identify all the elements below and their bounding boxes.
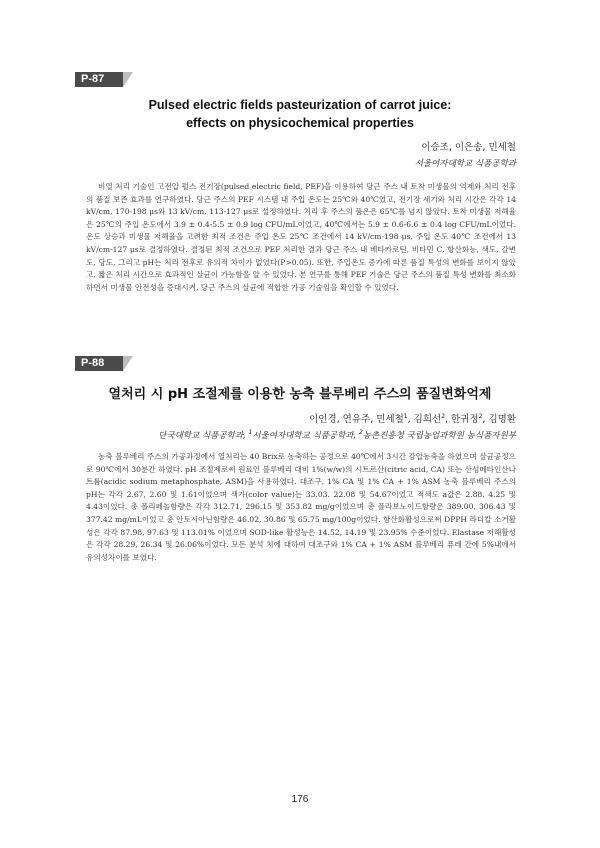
page-number: 176 xyxy=(291,794,309,805)
p88-author-group: 이인경, 연유주, 민세철$^1$ xyxy=(309,412,408,425)
p87-authors: 이승조, 이은송, 민세철 xyxy=(421,142,516,153)
abstract-badge-p87 xyxy=(75,72,123,87)
p88-affiliations xyxy=(158,429,516,441)
p87-title-line1: Pulsed electric fields pasteurization of carrot juice: xyxy=(148,98,452,112)
p88-affil-item: $^1$서울여자대학교 식품공학과, xyxy=(248,429,359,441)
p88-title: 열처리 시 pH 조절제를 이용한 농축 블루베리 주스의 품질변화억제 xyxy=(108,387,492,402)
abstract-badge-p88 xyxy=(75,356,123,371)
p87-affiliation: 서울여자대학교 식품공학과 xyxy=(414,159,516,169)
p88-abstract: 농축 블루베리 주스의 가공과정에서 열처리는 40 Brix로 농축하는 공정으로 40℃에서 3시간 감압농축을 하였으며 살균공정으로 90℃에서 30분간 하였다. pH 조절제로써 원료인 블루베리 대비 1%(w/w)의 시트르산(citric acid, CA) 또는 산성메타인산나트륨(acidic sodium metaphosphate, ASM)을 사용하였다. 대조구, 1% CA 및 1% CA + 1% ASM 농축 블루베리 주스의 pH는 각각 2.67, 2.60 및 1.61이었으며 색가(color value)는 33.03. 22.08 및 54.67이었고 적색도 a값은 2.88, 4.25 및 4.43이었다. 총 폴리페놀함량은 각각 312.71, 296.15 및 353.82 mg/g이었으며 총 플라보노이드함량은 389.00, 306.43 및 377.42 mg/mL이었고 총 안토시아닌함량은 46.02, 30.86 및 65.75 mg/100g이었다. 항산화활성으로써 DPPH 라디칼 소거활성은 각각 87.98, 97.63 및 113.01% 이었으며 SOD-like 활성능은 14.52, 14.19 및 23.95% 수준이었다. Elastase 저해활성은 각각 28.29, 26.34 및 26.06%이었다. 모든 분석 치에 대하여 대조구와 1% CA + 1% ASM 블루베리 퓨레 간에 5%내에서 유의성차이를 보였다. xyxy=(86,452,516,562)
p87-title-line2: effects on physicochemical properties xyxy=(186,116,414,130)
p87-title xyxy=(0,96,600,132)
badge-label: P-87 xyxy=(81,73,105,85)
p88-affil-item: $^2$농촌진흥청 국립농업과학원 농식품자원부 xyxy=(358,429,516,441)
p88-author-group: , 한귀정$^2$ xyxy=(445,412,483,425)
p88-affil-item: 단국대학교 식품공학과, xyxy=(158,431,249,441)
p88-author-group: , 김명환 xyxy=(482,414,516,425)
p87-abstract: 비열 처리 기술인 고전압 펄스 전기장(pulsed electric field, PEF)을 이용하여 당근 주스 내 토착 미생물의 억제와 처리 전후의 품질 보존 효과를 연구하였다. 당근 주스의 PEF 시스템 내 주입 온도는 25℃와 40℃였고, 전기장 세기와 처리 시간은 각각 14 kV/cm, 170-198 μs와 13 kV/cm, 113-127 μs로 설정하였다. 처리 후 주스의 품온은 65℃를 넘지 않았다. 토착 미생물 저해율은 25℃의 주입 온도에서 3.9 ± 0.4-5.5 ± 0.9 log CFU/mL이었고, 40℃에서는 5.9 ± 0.6-6.6 ± 0.4 log CFU/mL이었다. 온도 상승과 미생물 저해율을 고려한 최적 조건은 주입 온도 25℃ 조건에서 14 kV/cm-198 μs, 주입 온도 40℃ 조건에서 13 kV/cm-127 μs로 결정하였다. 결정된 최적 조건으로 PEF 처리한 결과 당근 주스 내 베타카로틴, 비타민 C, 항산화능, 색도, 갈변도, 당도, 그리고 pH는 처리 전후로 유의적 차이가 없었다(P>0.05). 또한, 주입온도 증가에 따른 품질 특성의 변화를 보이지 않았고, 짧은 처리 시간으로 효과적인 살균이 가능함을 알 수 있었다. 본 연구를 통해 PEF 기술은 당근 주스의 품질 특성 변화를 최소화하면서 미생물 안전성을 증대시켜, 당근 주스의 살균에 적합한 가공 기술임을 확인할 수 있었다. xyxy=(86,182,516,292)
badge-label: P-88 xyxy=(81,357,105,369)
p88-author-group: , 김희선$^2$ xyxy=(407,412,446,425)
p88-authors xyxy=(309,411,516,425)
